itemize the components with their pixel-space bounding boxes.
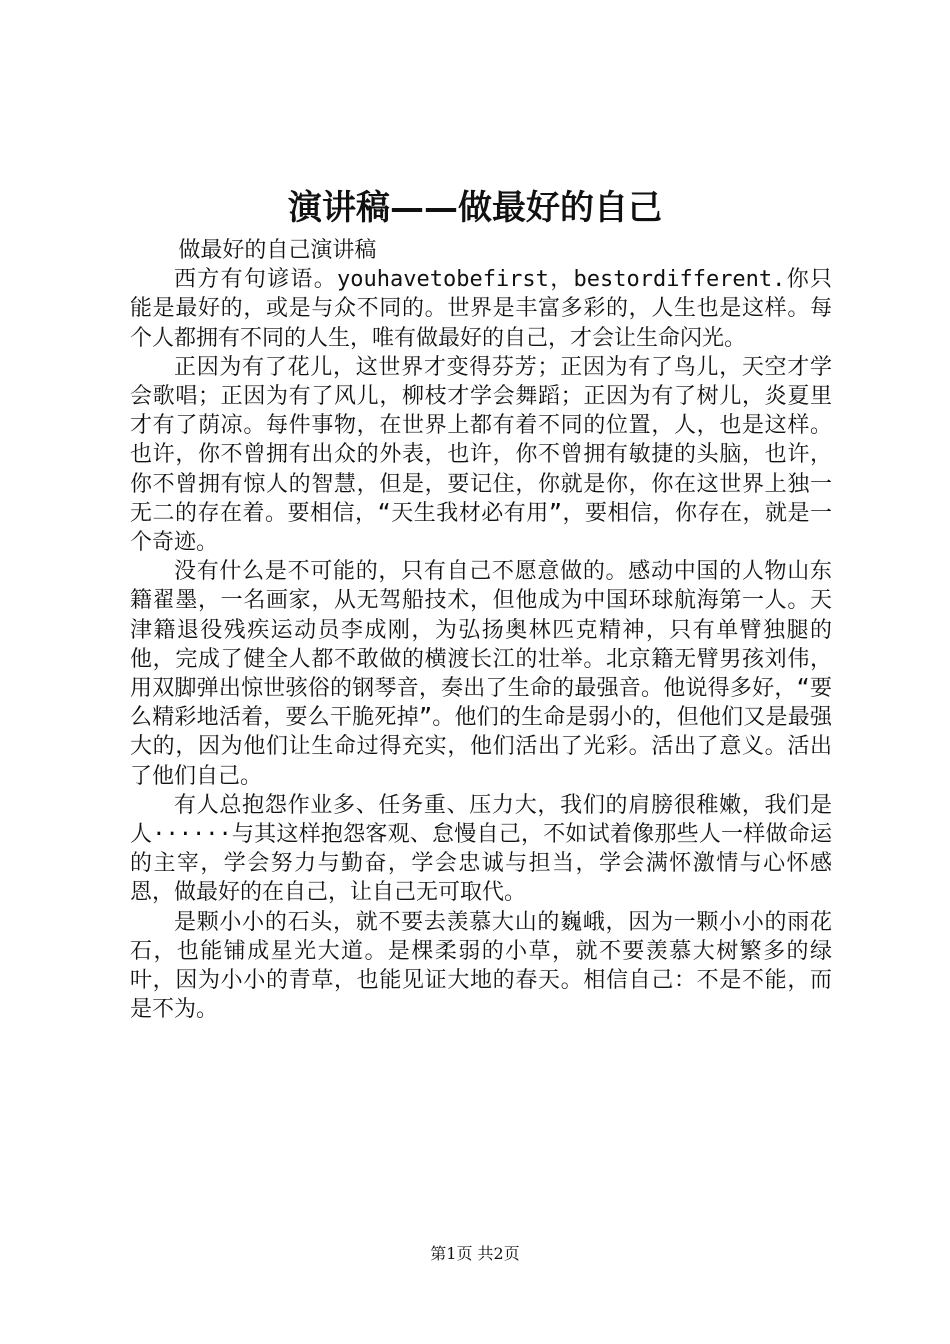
page-number-label: 第1页 共2页 bbox=[430, 1244, 520, 1263]
paragraph-4: 有人总抱怨作业多、任务重、压力大，我们的肩膀很稚嫩，我们是人······与其这样抱怨客观、怠慢自己，不如试着像那些人一样做命运的主宰，学会努力与勤奋，学会忠诚与担当，学会满怀激情与心怀感恩，做最好的在自己，让自己无可取代。 bbox=[130, 792, 832, 906]
paragraph-3: 没有什么是不可能的，只有自己不愿意做的。感动中国的人物山东籍翟墨，一名画家，从无驾船技术，但他成为中国环球航海第一人。天津籍退役残疾运动员李成刚，为弘扬奥林匹克精神，只有单臂独腿的他，完成了健全人都不敢做的横渡长江的壮举。北京籍无臂男孩刘伟，用双脚弹出惊世骇俗的钢琴音，奏出了生命的最强音。他说得多好，“要么精彩地活着，要么干脆死掉”。他们的生命是弱小的，但他们又是最强大的，因为他们让生命过得充实，他们活出了光彩。活出了意义。活出了他们自己。 bbox=[130, 559, 832, 789]
paragraph-1: 西方有句谚语。youhavetobefirst，bestordifferent.你只能是最好的，或是与众不同的。世界是丰富多彩的，人生也是这样。每个人都拥有不同的人生，唯有做最好的自己，才会让生命闪光。 bbox=[130, 267, 832, 351]
page-footer bbox=[0, 1243, 950, 1265]
paragraph-subtitle: 做最好的自己演讲稿 bbox=[178, 238, 377, 263]
document-title: 演讲稿——做最好的自己 bbox=[288, 188, 662, 228]
paragraph-5: 是颗小小的石头，就不要去羡慕大山的巍峨，因为一颗小小的雨花石，也能铺成星光大道。是棵柔弱的小草，就不要羡慕大树繁多的绿叶，因为小小的青草，也能见证大地的春天。相信自己：不是不能，而是不为。 bbox=[130, 909, 832, 1023]
paragraph-2: 正因为有了花儿，这世界才变得芬芳；正因为有了鸟儿，天空才学会歌唱；正因为有了风儿，柳枝才学会舞蹈；正因为有了树儿，炎夏里才有了荫凉。每件事物，在世界上都有着不同的位置，人，也是这样。也许，你不曾拥有出众的外表，也许，你不曾拥有敏捷的头脑，也许，你不曾拥有惊人的智慧，但是，要记住，你就是你，你在这世界上独一无二的存在着。要相信，“天生我材必有用”，要相信，你存在，就是一个奇迹。 bbox=[130, 354, 832, 556]
document-body bbox=[130, 236, 832, 1024]
